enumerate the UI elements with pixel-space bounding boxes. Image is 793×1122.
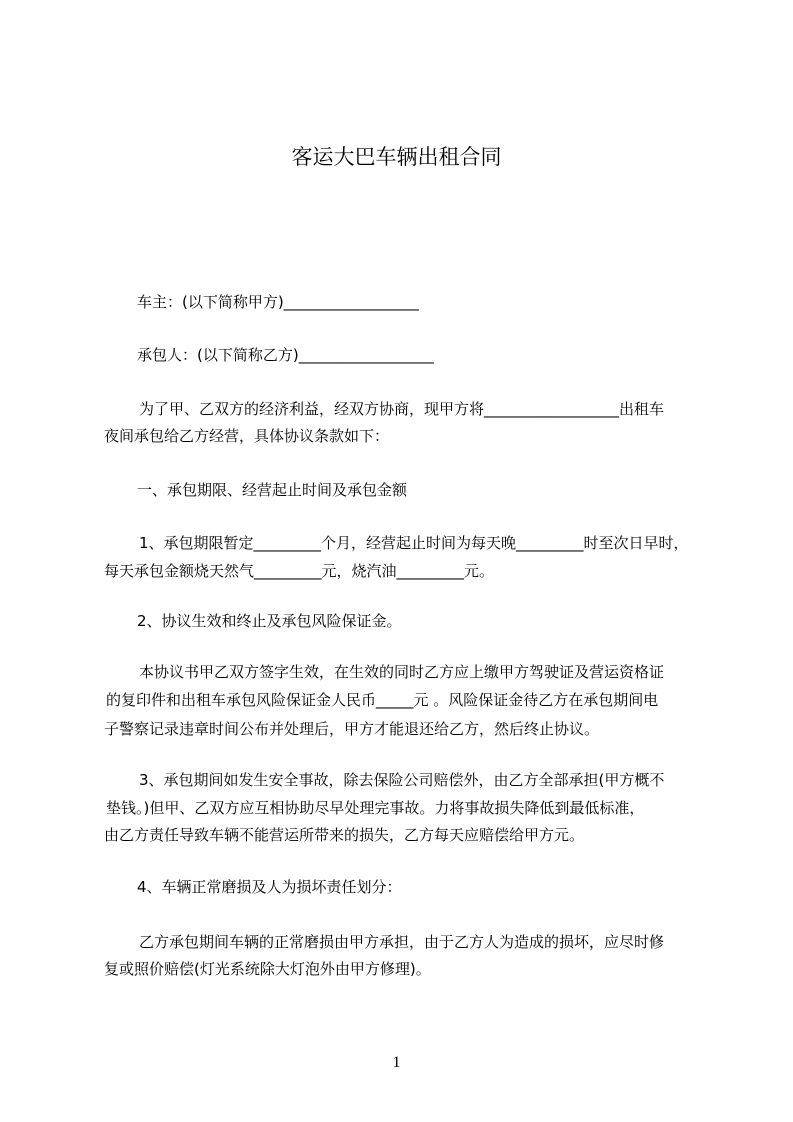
clause-2-line-2: 的复印件和出租车承包风险保证金人民币_____元 。风险保证金待乙方在承包期间电 xyxy=(106,691,659,709)
intro-line-1: 为了甲、乙双方的经济利益，经双方协商，现甲方将__________________出租车 xyxy=(139,400,665,418)
clause-1-line-1: 1、承包期限暂定_________个月，经营起止时间为每天晚_________时至次日早时， xyxy=(139,534,689,552)
clause-2-line-3: 子警察记录违章时间公布并处理后，甲方才能退还给乙方，然后终止协议。 xyxy=(104,720,600,738)
clause-4-line-2: 复或照价赔偿(灯光系统除大灯泡外由甲方修理)。 xyxy=(104,960,431,978)
clause-3-line-2: 垫钱。)但甲、乙双方应互相协助尽早处理完事故。力将事故损失降低到最低标准， xyxy=(106,799,645,817)
page-number: 1 xyxy=(392,1054,401,1071)
intro-line-2: 夜间承包给乙方经营，具体协议条款如下： xyxy=(104,427,390,445)
clause-2-heading: 2、协议生效和终止及承包风险保证金。 xyxy=(137,612,402,630)
contractor-line: 承包人：(以下简称乙方)__________________ xyxy=(137,346,434,364)
section-heading-1: 一、承包期限、经营起止时间及承包金额 xyxy=(137,481,408,499)
clause-1-line-2: 每天承包金额烧天然气_________元，烧汽油_________元。 xyxy=(104,562,495,580)
owner-line: 车主：(以下简称甲方)__________________ xyxy=(137,293,419,311)
contract-title: 客运大巴车辆出租合同 xyxy=(291,145,502,169)
clause-4-heading: 4、车辆正常磨损及人为损坏责任划分： xyxy=(137,878,402,896)
clause-3-line-3: 由乙方责任导致车辆不能营运所带来的损失，乙方每天应赔偿给甲方元。 xyxy=(104,826,585,844)
clause-2-line-1: 本协议书甲乙双方签字生效，在生效的同时乙方应上缴甲方驾驶证及营运资格证 xyxy=(139,663,665,681)
clause-4-line-1: 乙方承包期间车辆的正常磨损由甲方承担，由于乙方人为造成的损坏，应尽时修 xyxy=(139,933,665,951)
clause-3-line-1: 3、承包期间如发生安全事故，除去保险公司赔偿外，由乙方全部承担(甲方概不 xyxy=(139,771,665,789)
